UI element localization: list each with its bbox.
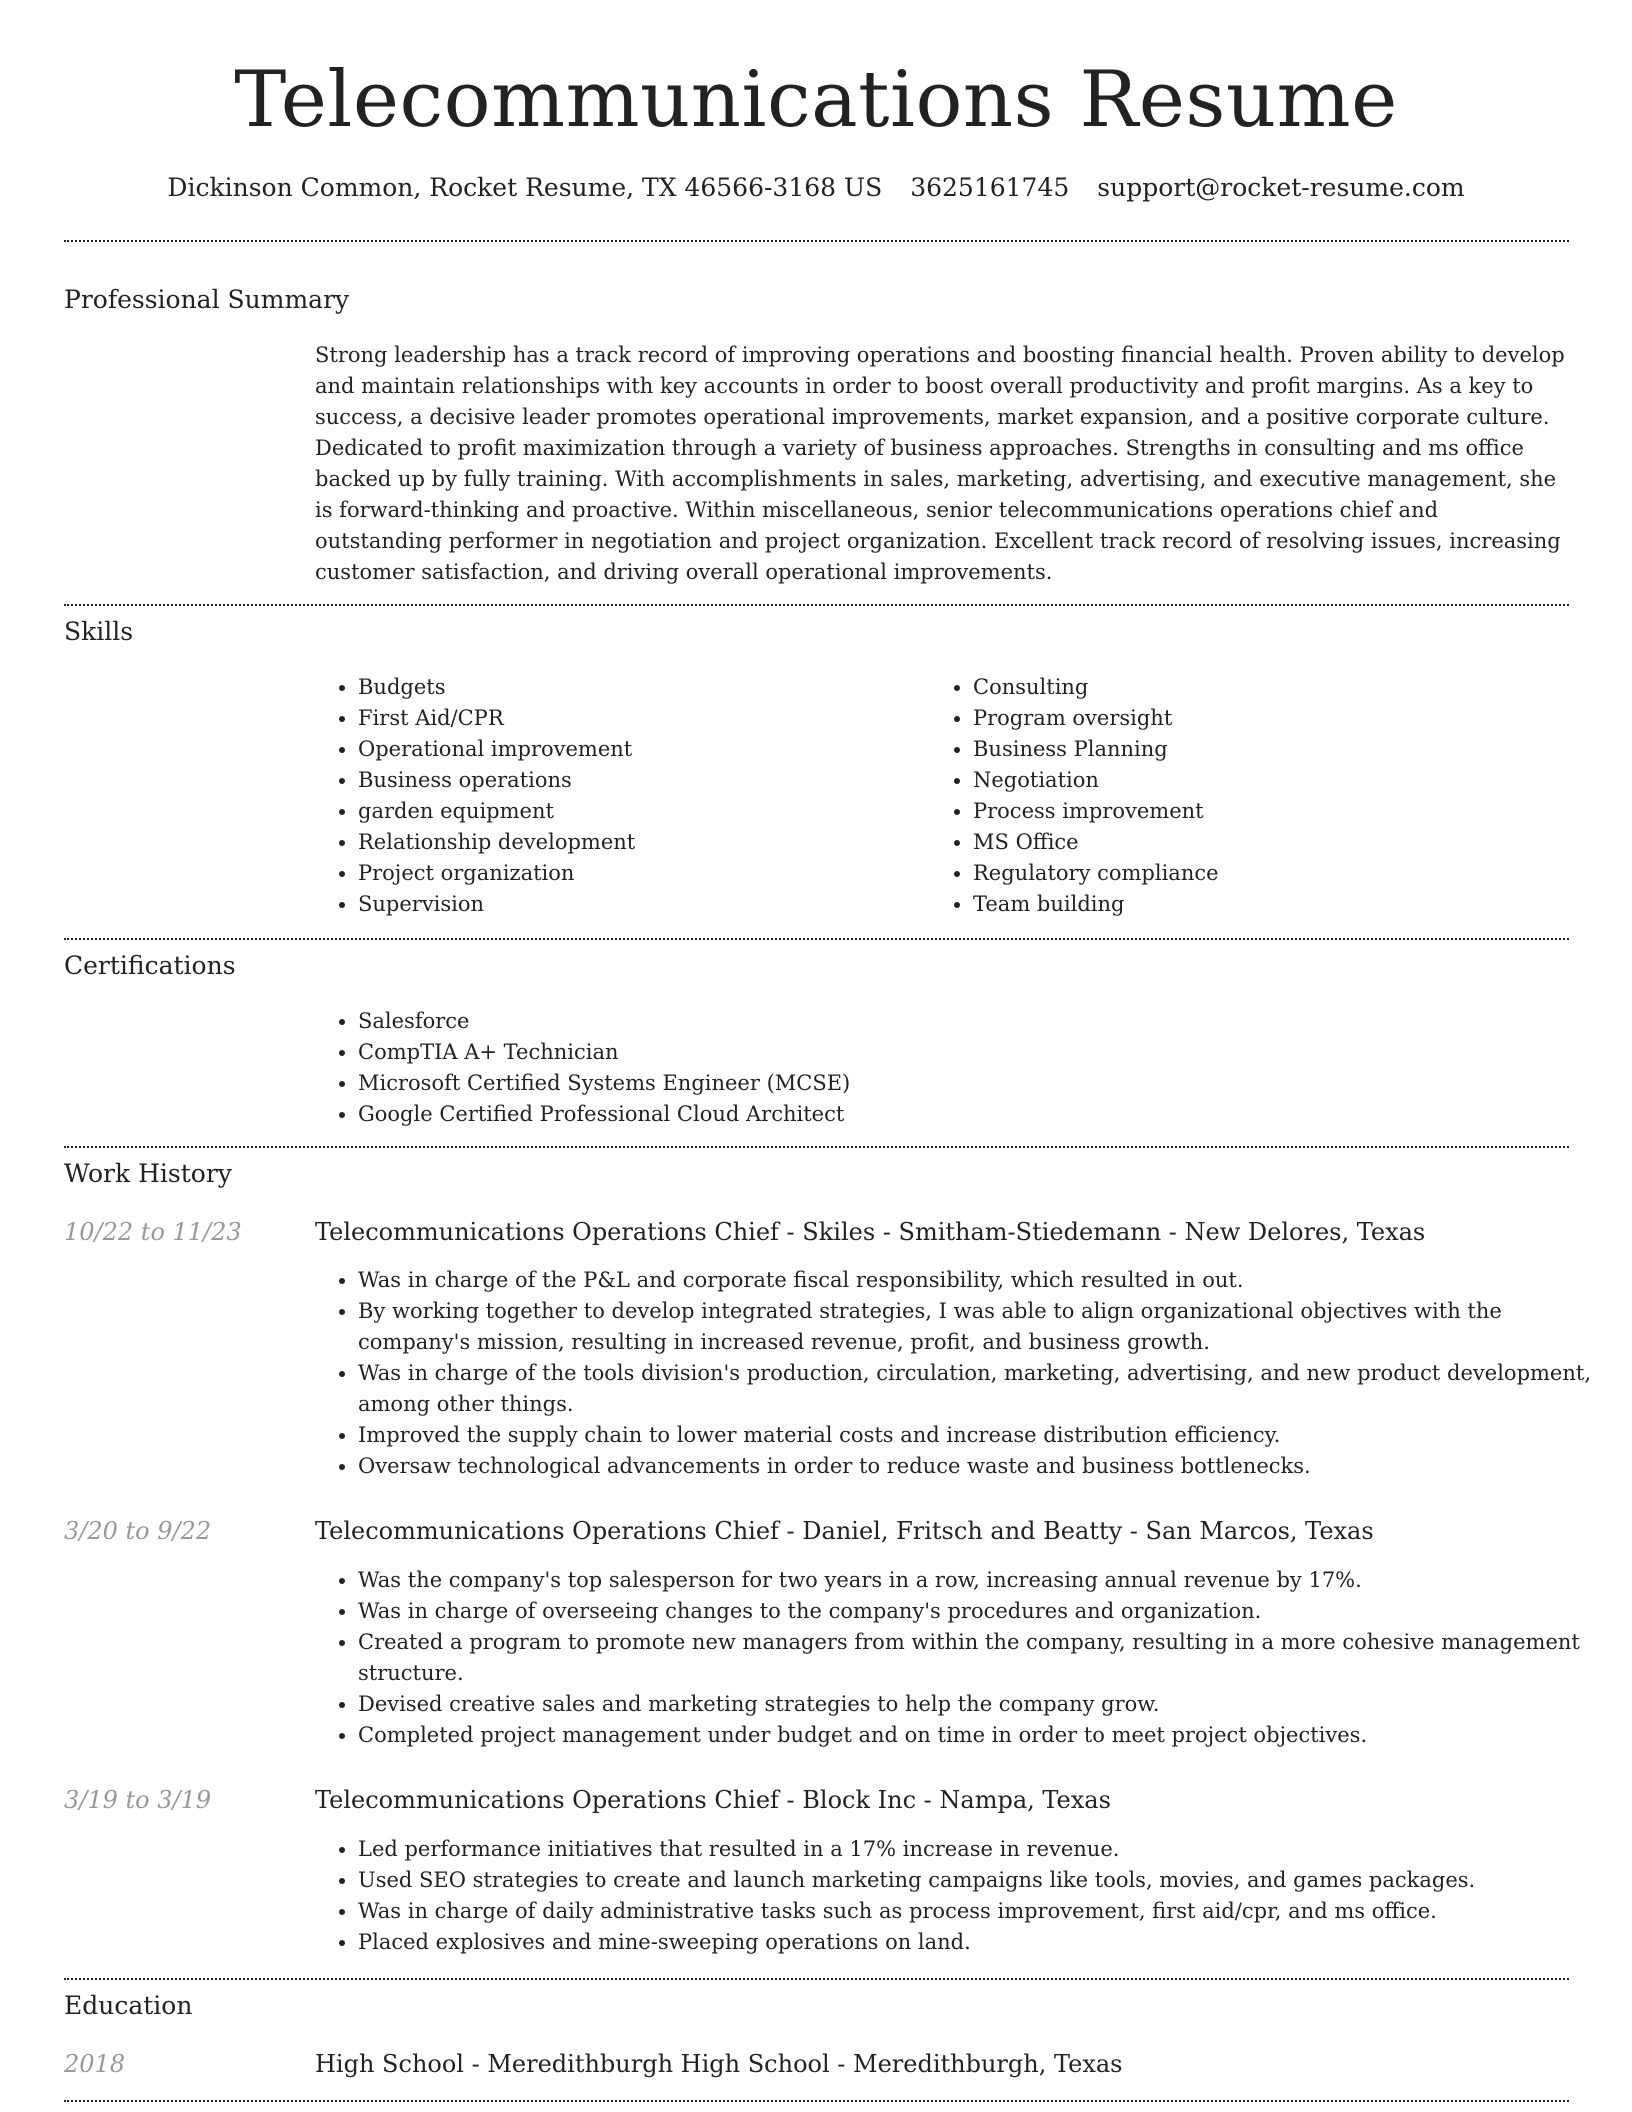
- skills-list-left: [315, 672, 918, 920]
- job-bullets: [315, 1834, 1608, 1958]
- divider: [64, 1978, 1569, 1980]
- job-bullet: • Improved the supply chain to lower material costs and increase distribution efficiency.: [358, 1420, 1608, 1451]
- education-year: 2018: [64, 2050, 126, 2078]
- job-bullet: • Used SEO strategies to create and launch marketing campaigns like tools, movies, and games packages.: [358, 1865, 1608, 1896]
- job-bullet: • By working together to develop integrated strategies, I was able to align organizational objectives with the company's mission, resulting in increased revenue, profit, and business growth.: [358, 1296, 1608, 1358]
- job-bullet: • Devised creative sales and marketing strategies to help the company grow.: [358, 1689, 1608, 1720]
- skill-item: • Budgets: [358, 672, 918, 703]
- skill-item: • Operational improvement: [358, 734, 918, 765]
- section-title-education: Education: [64, 1991, 193, 2020]
- job-heading: Telecommunications Operations Chief - Skiles - Smitham-Stiedemann - New Delores, Texas: [315, 1218, 1426, 1246]
- contact-phone: 3625161745: [910, 173, 1070, 202]
- skill-item: • Process improvement: [973, 796, 1573, 827]
- job-bullet: • Oversaw technological advancements in order to reduce waste and business bottlenecks.: [358, 1451, 1608, 1482]
- job-bullet: • Was in charge of the P&L and corporate fiscal responsibility, which resulted in out.: [358, 1265, 1608, 1296]
- skill-item: • Negotiation: [973, 765, 1573, 796]
- job-dates: 3/19 to 3/19: [64, 1786, 212, 1814]
- job-dates: 10/22 to 11/23: [64, 1218, 242, 1246]
- job-heading: Telecommunications Operations Chief - Daniel, Fritsch and Beatty - San Marcos, Texas: [315, 1517, 1374, 1545]
- divider: [64, 2100, 1569, 2102]
- job-bullet: • Created a program to promote new managers from within the company, resulting in a more cohesive management structure.: [358, 1627, 1608, 1689]
- skill-item: • First Aid/CPR: [358, 703, 918, 734]
- skill-item: • Regulatory compliance: [973, 858, 1573, 889]
- skill-item: • Consulting: [973, 672, 1573, 703]
- contact-email: support@rocket-resume.com: [1097, 173, 1465, 202]
- section-title-work-history: Work History: [64, 1159, 232, 1188]
- skill-item: • Program oversight: [973, 703, 1573, 734]
- skill-item: • MS Office: [973, 827, 1573, 858]
- certification-item: • Microsoft Certified Systems Engineer (MCSE): [358, 1068, 1558, 1099]
- certification-item: • CompTIA A+ Technician: [358, 1037, 1558, 1068]
- skill-item: • Relationship development: [358, 827, 918, 858]
- job-bullets: [315, 1265, 1608, 1482]
- job-bullet: • Led performance initiatives that resulted in a 17% increase in revenue.: [358, 1834, 1608, 1865]
- contact-address: Dickinson Common, Rocket Resume, TX 46566-3168 US: [167, 173, 883, 202]
- skill-item: • Project organization: [358, 858, 918, 889]
- certifications-list: [315, 1006, 1558, 1130]
- skill-item: • Team building: [973, 889, 1573, 920]
- skills-list-right: [930, 672, 1573, 920]
- job-bullet: • Was in charge of the tools division's production, circulation, marketing, advertising, and new product development, among other things.: [358, 1358, 1608, 1420]
- job-bullet: • Was in charge of daily administrative tasks such as process improvement, first aid/cpr, and ms office.: [358, 1896, 1608, 1927]
- skill-item: • garden equipment: [358, 796, 918, 827]
- resume-title: Telecommunications Resume: [234, 55, 1398, 145]
- divider: [64, 604, 1569, 606]
- divider: [64, 240, 1569, 242]
- skill-item: • Business operations: [358, 765, 918, 796]
- divider: [64, 938, 1569, 940]
- section-title-summary: Professional Summary: [64, 285, 350, 314]
- job-bullet: • Placed explosives and mine-sweeping operations on land.: [358, 1927, 1608, 1958]
- job-heading: Telecommunications Operations Chief - Block Inc - Nampa, Texas: [315, 1786, 1111, 1814]
- job-dates: 3/20 to 9/22: [64, 1517, 212, 1545]
- certification-item: • Salesforce: [358, 1006, 1558, 1037]
- job-bullet: • Was the company's top salesperson for two years in a row, increasing annual revenue by 17%.: [358, 1565, 1608, 1596]
- divider: [64, 1146, 1569, 1148]
- job-bullet: • Completed project management under budget and on time in order to meet project objectives.: [358, 1720, 1608, 1751]
- job-bullet: • Was in charge of overseeing changes to the company's procedures and organization.: [358, 1596, 1608, 1627]
- summary-text: Strong leadership has a track record of improving operations and boosting financial health. Proven ability to develop and maintain relationships with key accounts in order to boost overall productivity and profit margins. As a key to success, a decisive leader promotes operational improvements, market expansion, and a positive corporate culture. Dedicated to profit maximization through a variety of business approaches. Strengths in consulting and ms office backed up by fully training. With accomplishments in sales, marketing, advertising, and executive management, she is forward-thinking and proactive. Within miscellaneous, senior telecommunications operations chief and outstanding performer in negotiation and project organization. Excellent track record of resolving issues, increasing customer satisfaction, and driving overall operational improvements.: [315, 343, 1565, 584]
- section-title-certifications: Certifications: [64, 951, 236, 980]
- education-heading: High School - Meredithburgh High School - Meredithburgh, Texas: [315, 2050, 1123, 2078]
- section-title-skills: Skills: [64, 617, 134, 646]
- skill-item: • Business Planning: [973, 734, 1573, 765]
- contact-line: [0, 170, 1632, 206]
- job-bullets: [315, 1565, 1608, 1751]
- skill-item: • Supervision: [358, 889, 918, 920]
- certification-item: • Google Certified Professional Cloud Architect: [358, 1099, 1558, 1130]
